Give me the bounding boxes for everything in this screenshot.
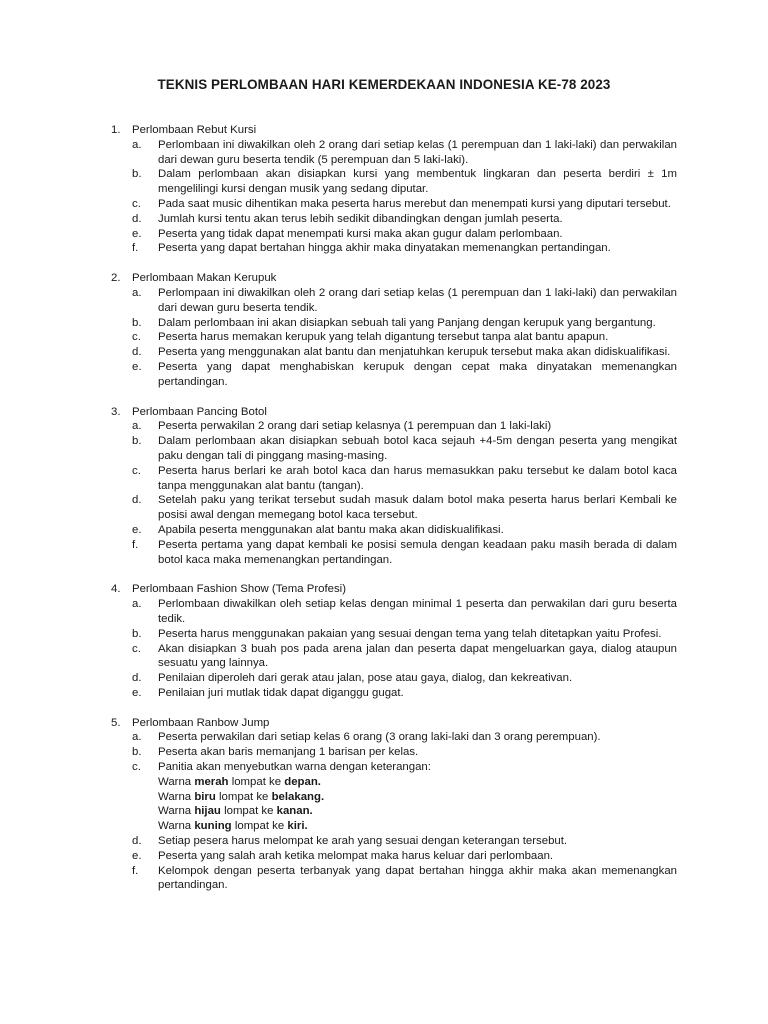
rule-item [132, 671, 677, 686]
color-rule-prefix: Warna [158, 775, 192, 788]
rule-letter: a. [132, 731, 142, 744]
rule-text: Peserta yang dapat menghabiskan kerupuk dengan cepat maka dinyatakan memenangkan pertandingan. [158, 360, 677, 388]
rule-item [132, 345, 677, 360]
rule-text: Peserta yang dapat bertahan hingga akhir maka dinyatakan memenangkan pertandingan. [158, 242, 611, 255]
rule-item [132, 834, 677, 849]
rule-text: Setelah paku yang terikat tersebut sudah masuk dalam botol maka peserta harus berlari Kembali ke posisi awal dengan memegang botol kaca tersebut. [158, 494, 677, 522]
color-rule-hijau [158, 804, 677, 819]
rule-item [132, 523, 677, 538]
rule-text: Perlompaan ini diwakilkan oleh 2 orang dari setiap kelas (1 perempuan dan 1 laki-laki) dan perwakilan dari dewan guru beserta tendik. [158, 286, 677, 314]
rule-item [132, 286, 677, 316]
rule-text: Jumlah kursi tentu akan terus lebih sedikit dibandingkan dengan jumlah peserta. [158, 212, 563, 225]
rule-item [132, 760, 677, 834]
rule-text: Kelompok dengan peserta terbanyak yang dapat bertahan hingga akhir maka akan memenangkan pertandingan. [158, 864, 677, 892]
competition-list [111, 123, 677, 908]
rule-item [132, 316, 677, 331]
rule-letter: d. [132, 672, 142, 685]
rule-item [132, 330, 677, 345]
rule-letter: b. [132, 435, 142, 448]
rule-letter: d. [132, 835, 142, 848]
rule-text: Dalam perlombaan akan disiapkan sebuah botol kaca sejauh +4-5m dengan peserta yang mengikat paku dengan tali di pinggang masing-masing. [158, 435, 677, 462]
rule-item [132, 745, 677, 760]
rule-letter: f. [132, 242, 139, 255]
rule-letter: e. [132, 360, 142, 373]
rule-text: Panitia akan menyebutkan warna dengan keterangan: [158, 761, 431, 774]
color-rule-prefix: Warna [158, 805, 192, 818]
section-title: Perlombaan Fashion Show (Tema Profesi) [132, 583, 346, 596]
color-name: merah [194, 775, 229, 788]
rule-item [132, 597, 677, 627]
section-number: 1. [111, 124, 121, 136]
rule-text: Perlombaan ini diwakilkan oleh 2 orang dari setiap kelas (1 perempuan dan 1 laki-laki) dan perwakilan dari dewan guru beserta tendik (5 perempuan dan 5 laki-laki). [158, 138, 677, 166]
rule-letter: c. [132, 197, 141, 210]
rule-text: Peserta perwakilan dari setiap kelas 6 orang (3 orang laki-laki dan 3 orang perempuan). [158, 731, 601, 744]
color-rule-prefix: Warna [158, 790, 192, 803]
rule-item [132, 227, 677, 242]
rule-letter: f. [132, 538, 139, 551]
rule-text: Setiap pesera harus melompat ke arah yang sesuai dengan keterangan tersebut. [158, 835, 568, 848]
section-fashion-show [111, 582, 677, 700]
jump-direction: belakang. [271, 790, 325, 803]
rule-text: Apabila peserta menggunakan alat bantu maka akan didiskualifikasi. [158, 523, 504, 536]
color-name: hijau [194, 805, 221, 818]
color-rule-prefix: Warna [158, 820, 192, 833]
section-title: Perlombaan Makan Kerupuk [132, 272, 277, 285]
rule-letter: f. [132, 864, 139, 877]
rule-text: Perlombaan diwakilkan oleh setiap kelas dengan minimal 1 peserta dan perwakilan dari guru beserta tedik. [158, 598, 677, 625]
rule-text: Peserta yang tidak dapat menempati kursi maka akan gugur dalam perlombaan. [158, 227, 563, 240]
rule-letter: a. [132, 286, 142, 299]
rule-item [132, 849, 677, 864]
rule-item [132, 627, 677, 642]
rule-letter: e. [132, 849, 142, 862]
section-number: 2. [111, 272, 121, 285]
rule-item [132, 360, 677, 390]
section-heading [111, 271, 677, 286]
rule-item [132, 241, 677, 256]
rule-letter: a. [132, 138, 142, 151]
section-rebut-kursi [111, 123, 677, 256]
rule-item [132, 167, 677, 197]
rule-list [111, 286, 677, 390]
jump-direction: kiri. [287, 820, 308, 833]
jump-direction: depan. [284, 775, 321, 788]
color-rule-merah [158, 775, 677, 790]
rule-letter: d. [132, 212, 142, 225]
rule-text: Peserta yang salah arah ketika melompat maka harus keluar dari perlombaan. [158, 849, 554, 862]
rule-letter: a. [132, 598, 142, 611]
color-rule-mid: lompat ke [234, 820, 285, 833]
section-number: 4. [111, 583, 121, 596]
section-makan-kerupuk [111, 271, 677, 389]
rule-text: Peserta pertama yang dapat kembali ke posisi semula dengan keadaan paku masih berada di dalam botol kaca maka memenangkan pertandingan. [158, 538, 677, 566]
section-number: 5. [111, 716, 121, 729]
rule-item [132, 864, 677, 894]
document-title: TEKNIS PERLOMBAAN HARI KEMERDEKAAN INDONESIA KE-78 2023 [157, 77, 611, 92]
rule-item [132, 642, 677, 672]
rule-text: Dalam perlombaan akan disiapkan kursi yang membentuk lingkaran dan peserta berdiri ± 1m mengelilingi kursi dengan musik yang sedang diputar. [158, 168, 677, 196]
rule-text: Akan disiapkan 3 buah pos pada arena jalan dan peserta dapat mengeluarkan gaya, dialog ataupun sesuatu yang lainnya. [158, 642, 677, 670]
rule-item [132, 212, 677, 227]
rule-letter: c. [132, 761, 141, 774]
rule-item [132, 419, 677, 434]
color-rule-biru [158, 790, 677, 805]
rule-letter: c. [132, 642, 141, 655]
color-rule-mid: lompat ke [219, 790, 269, 803]
color-name: kuning [194, 820, 232, 833]
section-title: Perlombaan Rebut Kursi [132, 124, 257, 136]
rule-list [111, 419, 677, 567]
section-heading [111, 582, 677, 597]
section-heading [111, 405, 677, 420]
rule-letter: a. [132, 420, 142, 433]
rule-text: Peserta harus menggunakan pakaian yang sesuai dengan tema yang telah ditetapkan yaitu Profesi. [158, 627, 662, 640]
rule-list [111, 597, 677, 701]
rule-item [132, 493, 677, 523]
rule-letter: b. [132, 168, 142, 181]
rule-list [111, 730, 677, 893]
rule-text: Penilaian juri mutlak tidak dapat diganggu gugat. [158, 686, 404, 699]
color-rule-mid: lompat ke [224, 805, 274, 818]
rule-item [132, 434, 677, 464]
rule-letter: e. [132, 523, 142, 536]
rule-text: Peserta harus berlari ke arah botol kaca dan harus memasukkan paku tersebut ke dalam botol kaca tanpa menggunakan alat bantu (tangan). [158, 464, 677, 492]
rule-item [132, 197, 677, 212]
color-name: biru [194, 790, 216, 803]
rule-letter: c. [132, 464, 141, 477]
section-title: Perlombaan Pancing Botol [132, 405, 267, 418]
rule-text: Pada saat music dihentikan maka peserta harus merebut dan menempati kursi yang diputari tersebut. [158, 197, 671, 210]
rule-text: Peserta yang menggunakan alat bantu dan menjatuhkan kerupuk tersebut maka akan didiskualifikasi. [158, 346, 671, 359]
rule-letter: c. [132, 331, 141, 344]
rule-letter: b. [132, 627, 142, 640]
color-rule-mid: lompat ke [231, 775, 282, 788]
section-heading [111, 716, 677, 731]
section-pancing-botol [111, 405, 677, 568]
rule-text: Peserta harus memakan kerupuk yang telah digantung tersebut tanpa alat bantu apapun. [158, 331, 609, 344]
rule-text: Dalam perlombaan ini akan disiapkan sebuah tali yang Panjang dengan kerupuk yang bergantung. [158, 316, 656, 329]
section-rainbow-jump [111, 716, 677, 894]
section-number: 3. [111, 405, 121, 418]
rule-letter: e. [132, 686, 142, 699]
rule-item [132, 138, 677, 168]
rule-letter: d. [132, 494, 142, 507]
rule-item [132, 538, 677, 568]
rule-item [132, 686, 677, 701]
rule-item [132, 730, 677, 745]
rule-body [158, 760, 677, 834]
rule-letter: d. [132, 346, 142, 359]
section-heading [111, 123, 677, 138]
rule-letter: e. [132, 227, 142, 240]
jump-direction: kanan. [276, 805, 313, 818]
rule-text: Peserta akan baris memanjang 1 barisan per kelas. [158, 746, 419, 759]
section-title: Perlombaan Ranbow Jump [132, 716, 270, 729]
rule-list [111, 138, 677, 256]
rule-letter: b. [132, 746, 142, 759]
rule-item [132, 464, 677, 494]
rule-text: Peserta perwakilan 2 orang dari setiap kelasnya (1 perempuan dan 1 laki-laki) [158, 420, 552, 433]
color-rule-kuning [158, 819, 677, 834]
rule-text: Penilaian diperoleh dari gerak atau jalan, pose atau gaya, dialog, dan kekreativan. [158, 672, 573, 685]
rule-letter: b. [132, 316, 142, 329]
